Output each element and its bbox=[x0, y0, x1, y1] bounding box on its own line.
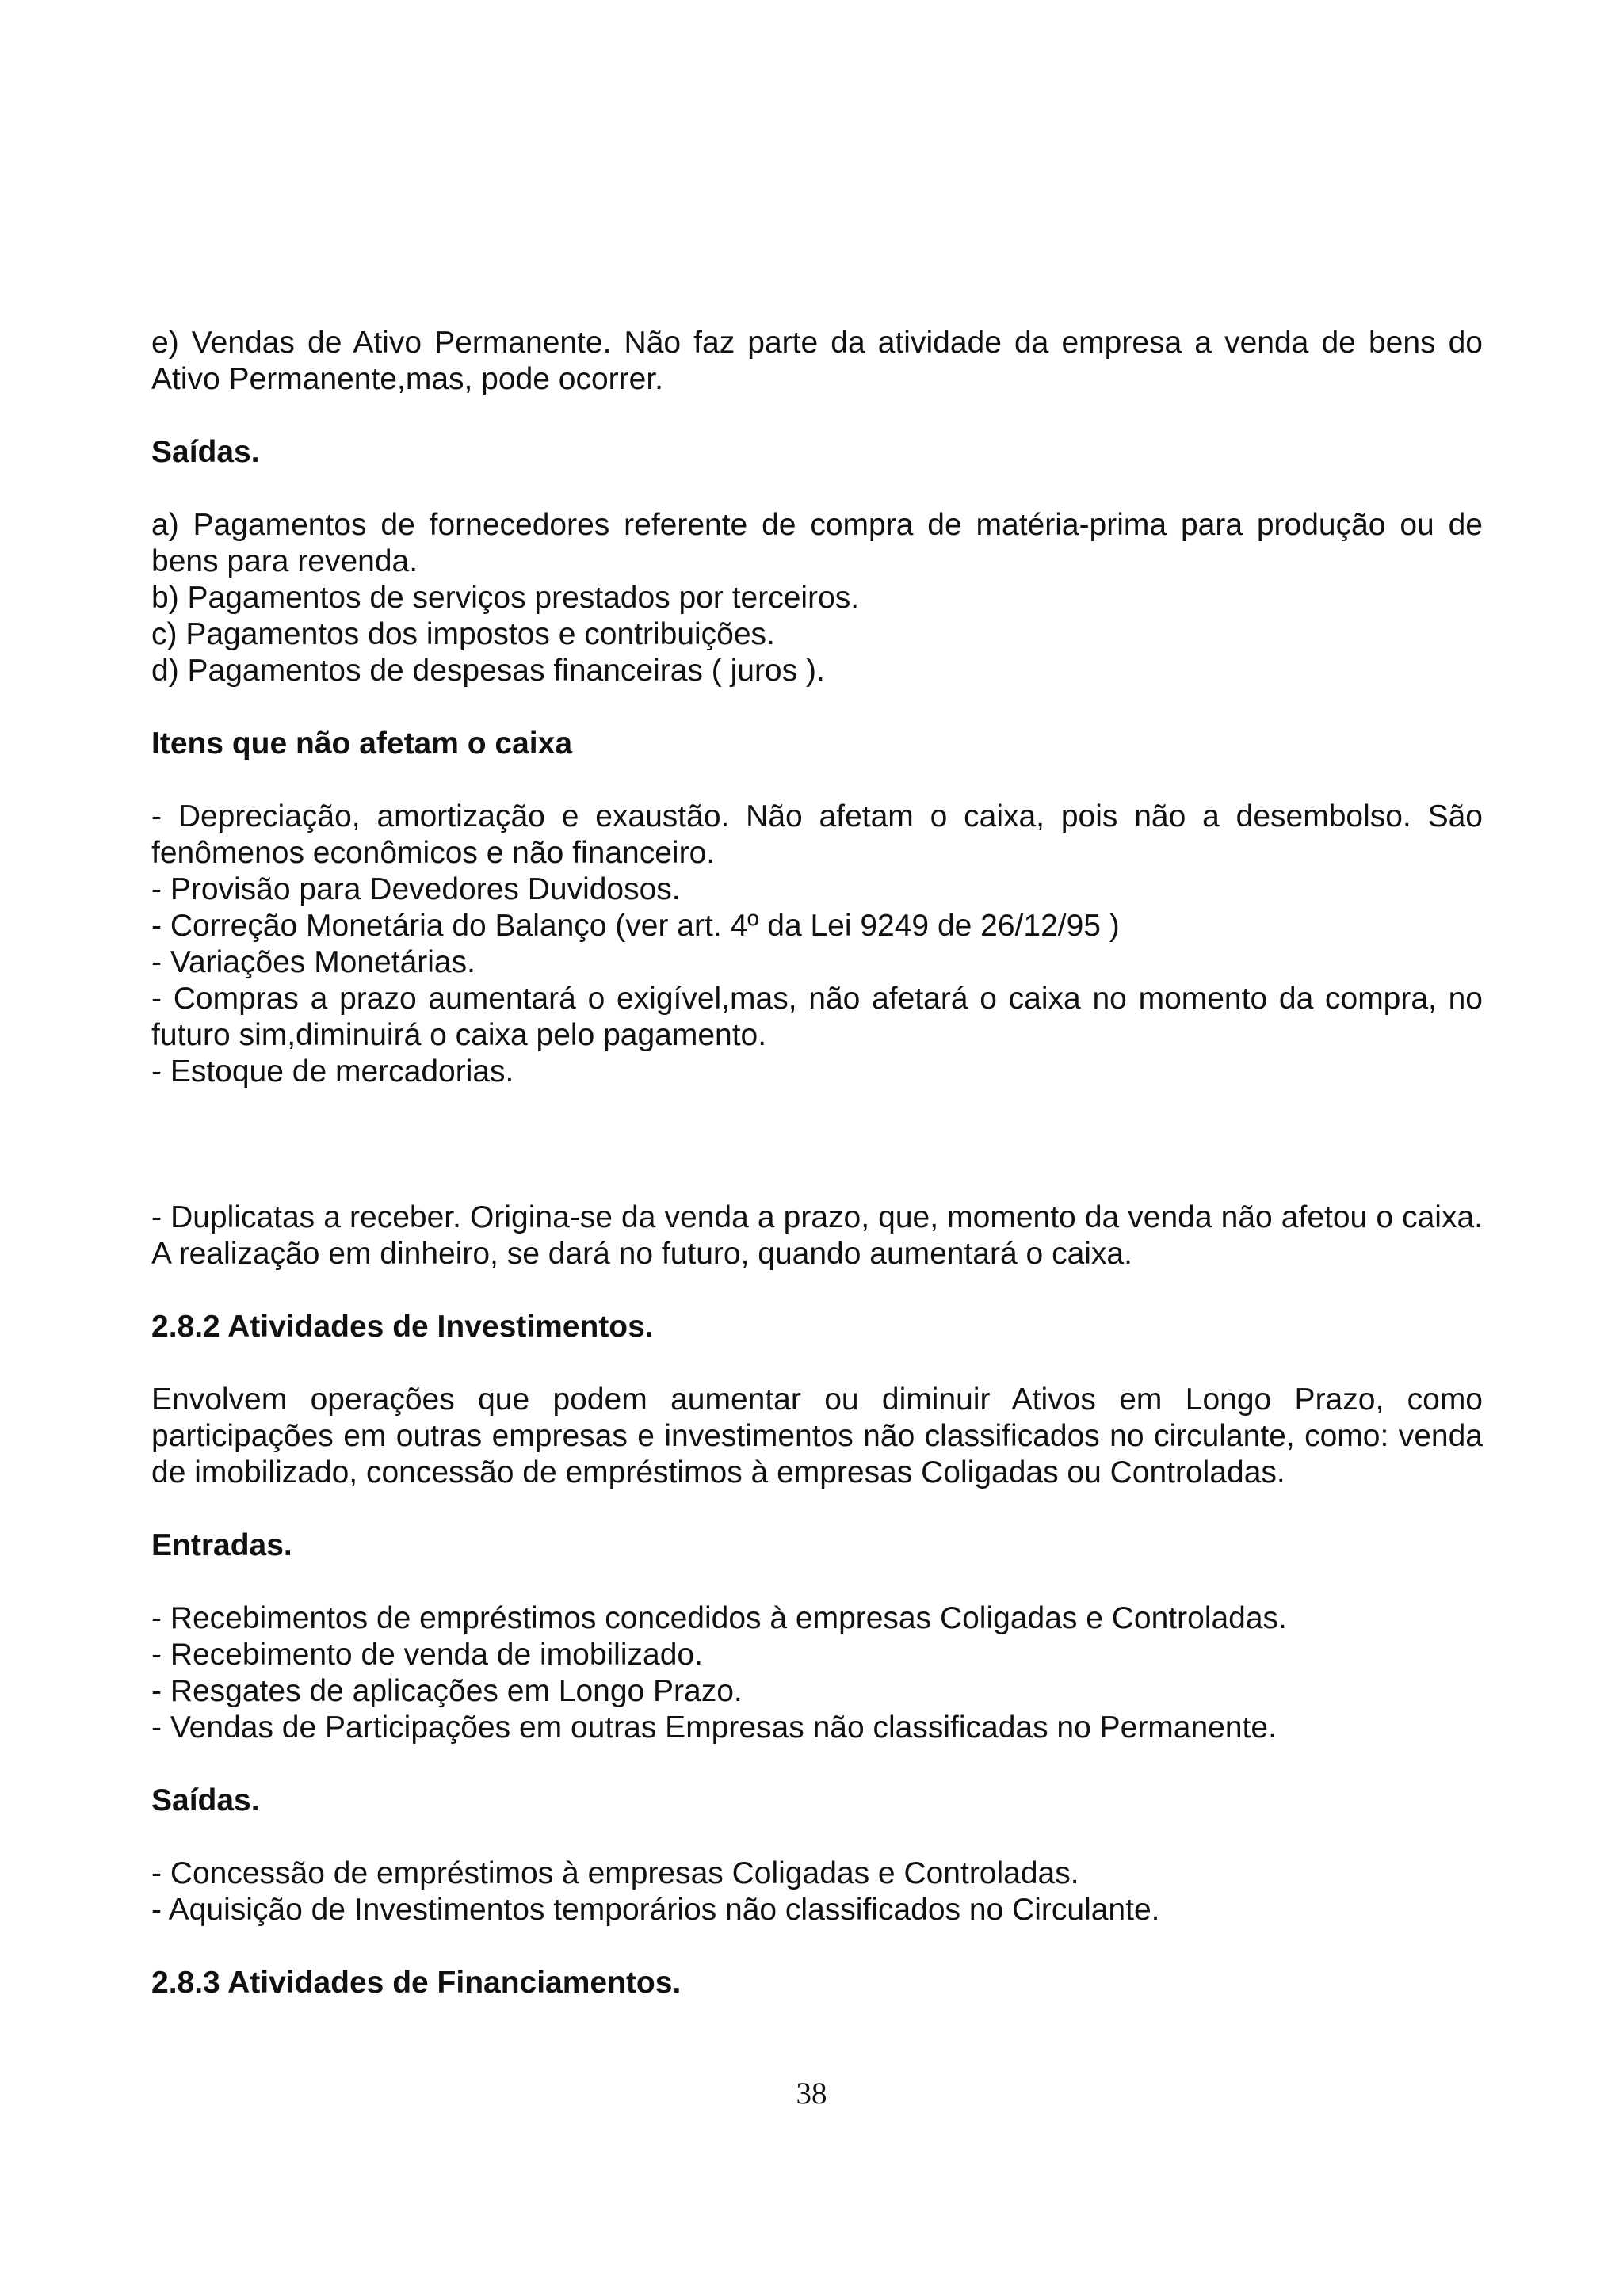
list-item-saidas-b: b) Pagamentos de serviços prestados por terceiros. bbox=[151, 581, 860, 615]
paragraph-duplicatas: - Duplicatas a receber. Origina-se da venda a prazo, que, momento da venda não afetou o caixa. A realização em dinheiro, se dará no futuro, quando aumentará o caixa. bbox=[151, 1200, 1483, 1271]
heading-saidas-investimentos: Saídas. bbox=[151, 1783, 260, 1817]
list-item-saidas-c: c) Pagamentos dos impostos e contribuições. bbox=[151, 617, 775, 651]
document-body bbox=[151, 325, 1483, 2001]
list-item-saidas-a: a) Pagamentos de fornecedores referente de compra de matéria-prima para produção ou de bens para revenda. bbox=[151, 508, 1483, 578]
list-item-depreciacao: - Depreciação, amortização e exaustão. Não afetam o caixa, pois não a desembolso. São fenômenos econômicos e não financeiro. bbox=[151, 799, 1483, 870]
list-item-saidas2-1: - Concessão de empréstimos à empresas Coligadas e Controladas. bbox=[151, 1856, 1079, 1890]
list-item-entradas-2: - Recebimento de venda de imobilizado. bbox=[151, 1638, 703, 1672]
list-item-compras-a-prazo: - Compras a prazo aumentará o exigível,mas, não afetará o caixa no momento da compra, no futuro sim,diminuirá o caixa pelo pagamento. bbox=[151, 982, 1483, 1052]
heading-2-8-2: 2.8.2 Atividades de Investimentos. bbox=[151, 1310, 654, 1344]
list-item-entradas-4: - Vendas de Participações em outras Empresas não classificadas no Permanente. bbox=[151, 1711, 1277, 1745]
list-item-entradas-3: - Resgates de aplicações em Longo Prazo. bbox=[151, 1674, 743, 1708]
list-item-correcao-monetaria: - Correção Monetária do Balanço (ver art. 4º da Lei 9249 de 26/12/95 ) bbox=[151, 909, 1120, 943]
list-item-provisao: - Provisão para Devedores Duvidosos. bbox=[151, 872, 681, 906]
list-item-saidas2-2: - Aquisição de Investimentos temporários não classificados no Circulante. bbox=[151, 1893, 1160, 1927]
list-item-estoque: - Estoque de mercadorias. bbox=[151, 1055, 514, 1089]
list-item-variacoes-monetarias: - Variações Monetárias. bbox=[151, 945, 475, 979]
heading-itens-nao-afetam-caixa: Itens que não afetam o caixa bbox=[151, 727, 573, 761]
paragraph-vendas-ativo-permanente: e) Vendas de Ativo Permanente. Não faz parte da atividade da empresa a venda de bens do Ativo Permanente,mas, pode ocorrer. bbox=[151, 326, 1483, 396]
page-number: 38 bbox=[796, 2077, 827, 2111]
list-item-entradas-1: - Recebimentos de empréstimos concedidos à empresas Coligadas e Controladas. bbox=[151, 1601, 1287, 1635]
heading-entradas: Entradas. bbox=[151, 1528, 292, 1562]
list-item-saidas-d: d) Pagamentos de despesas financeiras ( juros ). bbox=[151, 654, 825, 688]
paragraph-envolvem: Envolvem operações que podem aumentar ou diminuir Ativos em Longo Prazo, como participações em outras empresas e investimentos não classificados no circulante, como: venda de imobilizado, concessão de empréstimos à empresas Coligadas ou Controladas. bbox=[151, 1383, 1483, 1489]
heading-2-8-3: 2.8.3 Atividades de Financiamentos. bbox=[151, 1966, 682, 2000]
heading-saidas: Saídas. bbox=[151, 435, 260, 469]
